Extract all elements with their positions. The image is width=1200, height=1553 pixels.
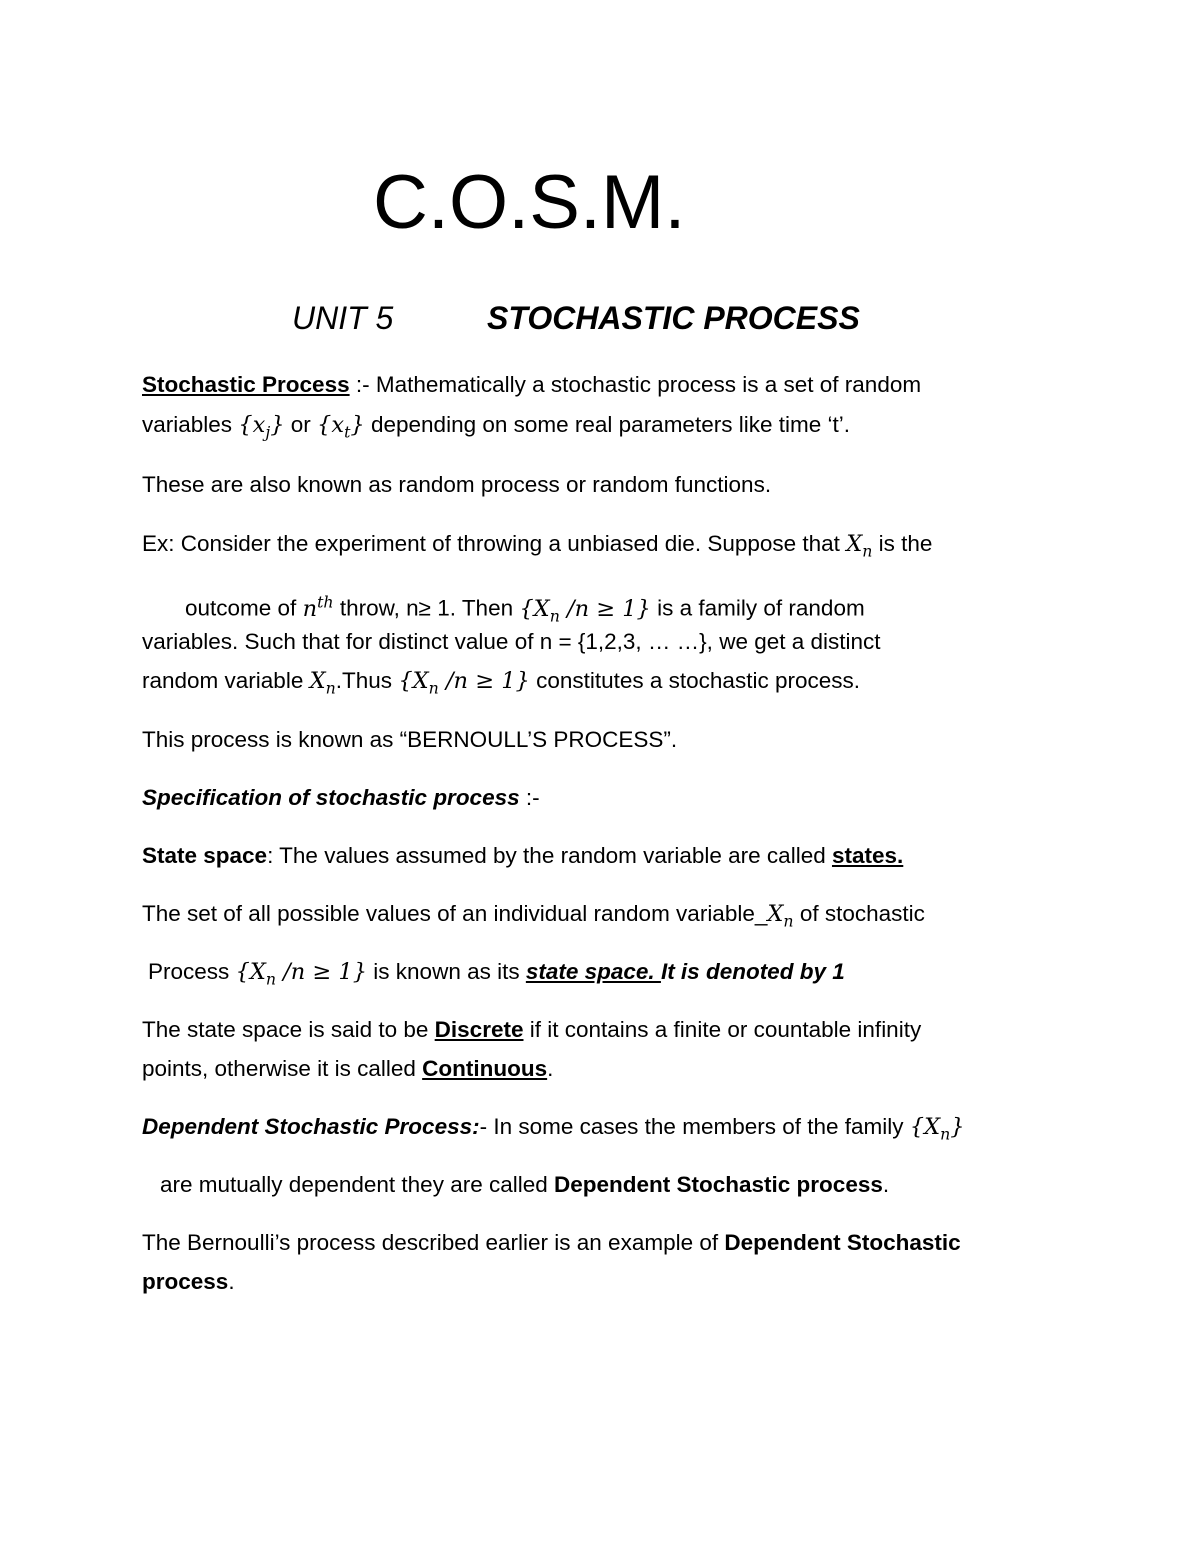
set-xj: $\{x_j\}$ [238,412,285,442]
definition-text: :- Mathematically a stochastic process is a set of random [349,372,922,397]
states-term: states. [831,843,904,868]
state-space-line-1: State space: The values assumed by the random variable are called states. [142,843,904,868]
set-xt: $\{x_t\}$ [317,412,365,442]
example-line-2: outcome of $n^{th}$ throw, n≥ 1. Then {$X_n$ /n ≥ 1} is a family of random [185,592,865,625]
document-title: C.O.S.M. [373,160,686,245]
xn-symbol: $X_n$ [846,531,873,561]
state-space-line-2: The set of all possible values of an individual random $variable\_X_n$ of stochastic [142,901,925,931]
discrete-line-2: points, otherwise it is called Continuous. [142,1056,554,1081]
state-space-line-3: Process {$X_n$ /n ≥ 1} is known as its state space. It is denoted by 1 [148,959,845,989]
example-line-3: variables. Such that for distinct value of n = {1,2,3, … …}, we get a distinct [142,629,881,654]
dependent-line-2: are mutually dependent they are called Dependent Stochastic process. [160,1172,890,1197]
dependent-heading: Dependent Stochastic Process: [142,1114,480,1139]
specification-heading-line: Specification of stochastic process :- [142,785,540,810]
continuous-term: Continuous [422,1056,548,1081]
discrete-term: Discrete [434,1017,524,1042]
nth-symbol: $n^{th}$ [302,592,334,622]
definition-line-2: variables $\{x_j\}$ or $\{x_t\}$ depending on some real parameters like time ‘t’. [142,412,850,442]
unit-heading: STOCHASTIC PROCESS [487,300,860,336]
example-line-1: Ex: Consider the experiment of throwing a unbiased die. Suppose that $X_n$ is the [142,531,933,561]
denoted-text: It is denoted by 1 [660,959,845,984]
also-known-text: These are also known as random process or random functions. [142,472,772,497]
dependent-line-4: process. [142,1269,235,1294]
specification-heading: Specification of stochastic process [142,785,520,810]
family-set: {$X_n$ /n ≥ 1} [519,595,651,625]
example-line-4: random variable $X_n.Thus$ {$X_n$ /n ≥ 1} constitutes a stochastic process. [142,668,860,698]
discrete-line-1: The state space is said to be Discrete if it contains a finite or countable infinity [142,1017,922,1042]
definition-term: Stochastic Process [142,372,350,397]
bernoulli-text: This process is known as “BERNOULL’S PROCESS”. [142,727,678,752]
dependent-line-1: Dependent Stochastic Process:- In some cases the members of the family $\{X_n\}$ [142,1114,965,1144]
state-space-term: State space [142,843,268,868]
state-space-emphasis: state space. [525,959,661,984]
unit-label: UNIT 5 [292,300,394,336]
dependent-line-3: The Bernoulli’s process described earlier is an example of Dependent Stochastic [142,1230,961,1255]
definition-line-1 [142,370,921,400]
